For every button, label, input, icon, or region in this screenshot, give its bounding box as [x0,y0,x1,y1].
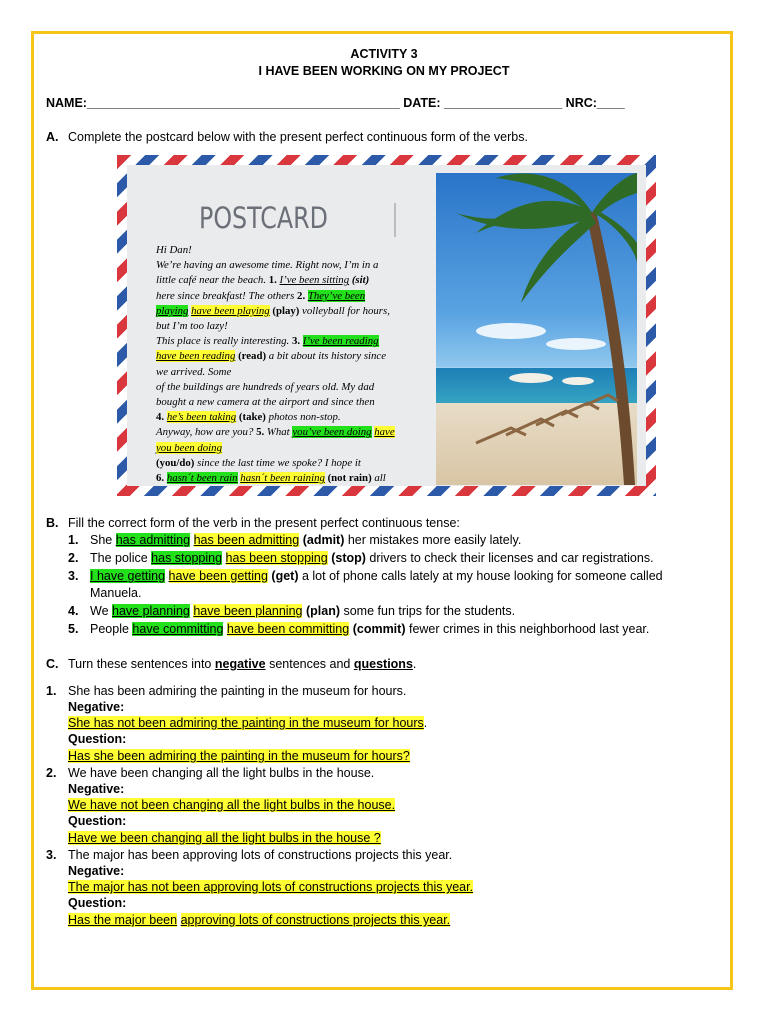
b-item-2: 2. The police has stopping has been stopping (stop) drivers to check their licenses and car registrations. [68,551,654,565]
c-item-2-negative-label: Negative: [68,782,125,796]
c-item-1-negative: She has not been admiring the painting in the museum for hours. [68,716,428,730]
c-item-1-sentence: 1. She has been admiring the painting in the museum for hours. [46,684,407,698]
c-item-1-question: Has she been admiring the painting in the museum for hours? [68,749,410,763]
c-item-3-sentence: 3. The major has been approving lots of constructions projects this year. [46,848,453,862]
c-item-3-negative: The major has not been approving lots of constructions projects this year. [68,880,474,894]
c-item-2-question: Have we been changing all the light bulbs in the house ? [68,831,381,845]
postcard [117,155,656,496]
beach-photo [436,173,637,485]
b-item-3-continued: Manuela. [90,586,142,600]
name-date-nrc-line: NAME:_____________________________________________ DATE: _________________ NRC:____ [46,96,625,110]
postcard-title: POSTCARD [199,201,328,235]
c-item-3-question-label: Question: [68,896,127,910]
postcard-divider [394,203,396,237]
section-c-instruction: C. Turn these sentences into negative sentences and questions. [46,657,417,671]
b-item-5: 5. People have committing have been committing (commit) fewer crimes in this neighborhood last year. [68,622,650,636]
c-item-3-negative-label: Negative: [68,864,125,878]
page-title: I HAVE BEEN WORKING ON MY PROJECT [258,64,510,78]
c-item-2-sentence: 2. We have been changing all the light bulbs in the house. [46,766,375,780]
c-item-2-question-label: Question: [68,814,127,828]
c-item-3-question: Has the major been approving lots of constructions projects this year. [68,913,451,927]
palm-tree-and-loungers [436,173,637,485]
c-item-1-negative-label: Negative: [68,700,125,714]
c-item-2-negative: We have not been changing all the light bulbs in the house. [68,798,396,812]
activity-number: ACTIVITY 3 [350,47,418,61]
b-item-3: 3. I have getting have been getting (get) a lot of phone calls lately at my house looking for someone called [68,569,663,583]
c-item-1-question-label: Question: [68,732,127,746]
postcard-text: Hi Dan! We’re having an awesome time. Right now, I’m in a little café near the beach. 1. I’ve been sitting (sit) here since breakfast! The others 2. They’ve been playing have been playing (play) volleyball for hours, but I’m too lazy! This place is really interesting. 3. I’ve been reading have been reading (read) a bit about its history since we arrived. Some of the buildings are hundreds of years old. My dad bought a new camera at the airport and since then 4. he’s been taking (take) photos non-stop. Anyway, how are you? 5. What you’ve been doing have you been doing (you/do) since the last time we spoke? I hope it 6. hasn´t been rain hasn´t been raining (not rain) all [156,244,395,485]
postcard-body [127,165,646,486]
section-a-instruction: A. Complete the postcard below with the present perfect continuous form of the verbs. [46,130,528,144]
section-b-instruction: B. Fill the correct form of the verb in the present perfect continuous tense: [46,516,460,530]
b-item-4: 4. We have planning have been planning (plan) some fun trips for the students. [68,604,516,618]
b-item-1: 1. She has admitting has been admitting (admit) her mistakes more easily lately. [68,533,522,547]
